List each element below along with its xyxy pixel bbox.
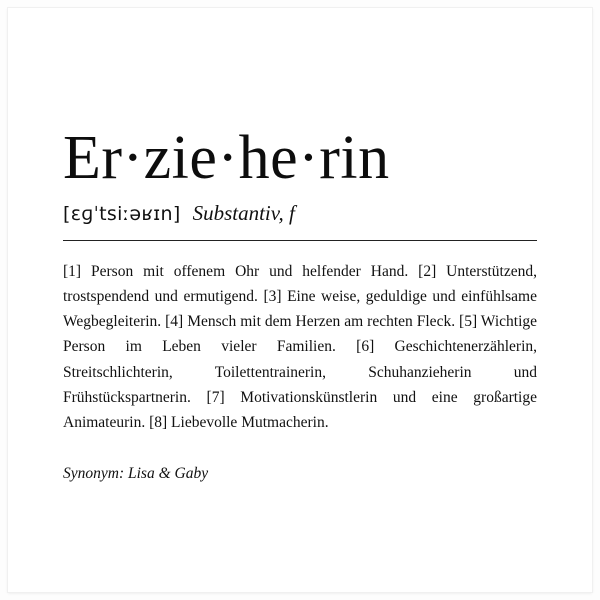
pronunciation-text: [ɛɡˈtsiːəʁɪn]: [63, 203, 181, 226]
pronunciation-row: [63, 201, 537, 226]
synonym-text: Synonym: Lisa & Gaby: [63, 464, 209, 482]
poster-paper: [8, 8, 592, 592]
divider: [63, 240, 537, 241]
definition-text: [1] Person mit offenem Ohr und helfender Hand. [2] Unterstützend, trostspendend und ermutigend. [3] Eine weise, geduldige und einfühlsame Wegbegleiterin. [4] Mensch mit dem Herzen am rechten Fleck. [5] Wichtige Person im Leben vieler Familien. [6] Geschichtenerzählerin, Streitschlichterin, Toilettentrainerin, Schuhanzieherin und Frühstückspartnerin. [7] Motivationskünstlerin und eine großartige Animateurin. [8] Liebevolle Mutmacherin.: [63, 263, 537, 431]
poster-content: [63, 126, 537, 483]
part-of-speech-label: Substantiv, f: [192, 201, 295, 226]
page-title: Er·zie·he·rin: [63, 124, 390, 192]
